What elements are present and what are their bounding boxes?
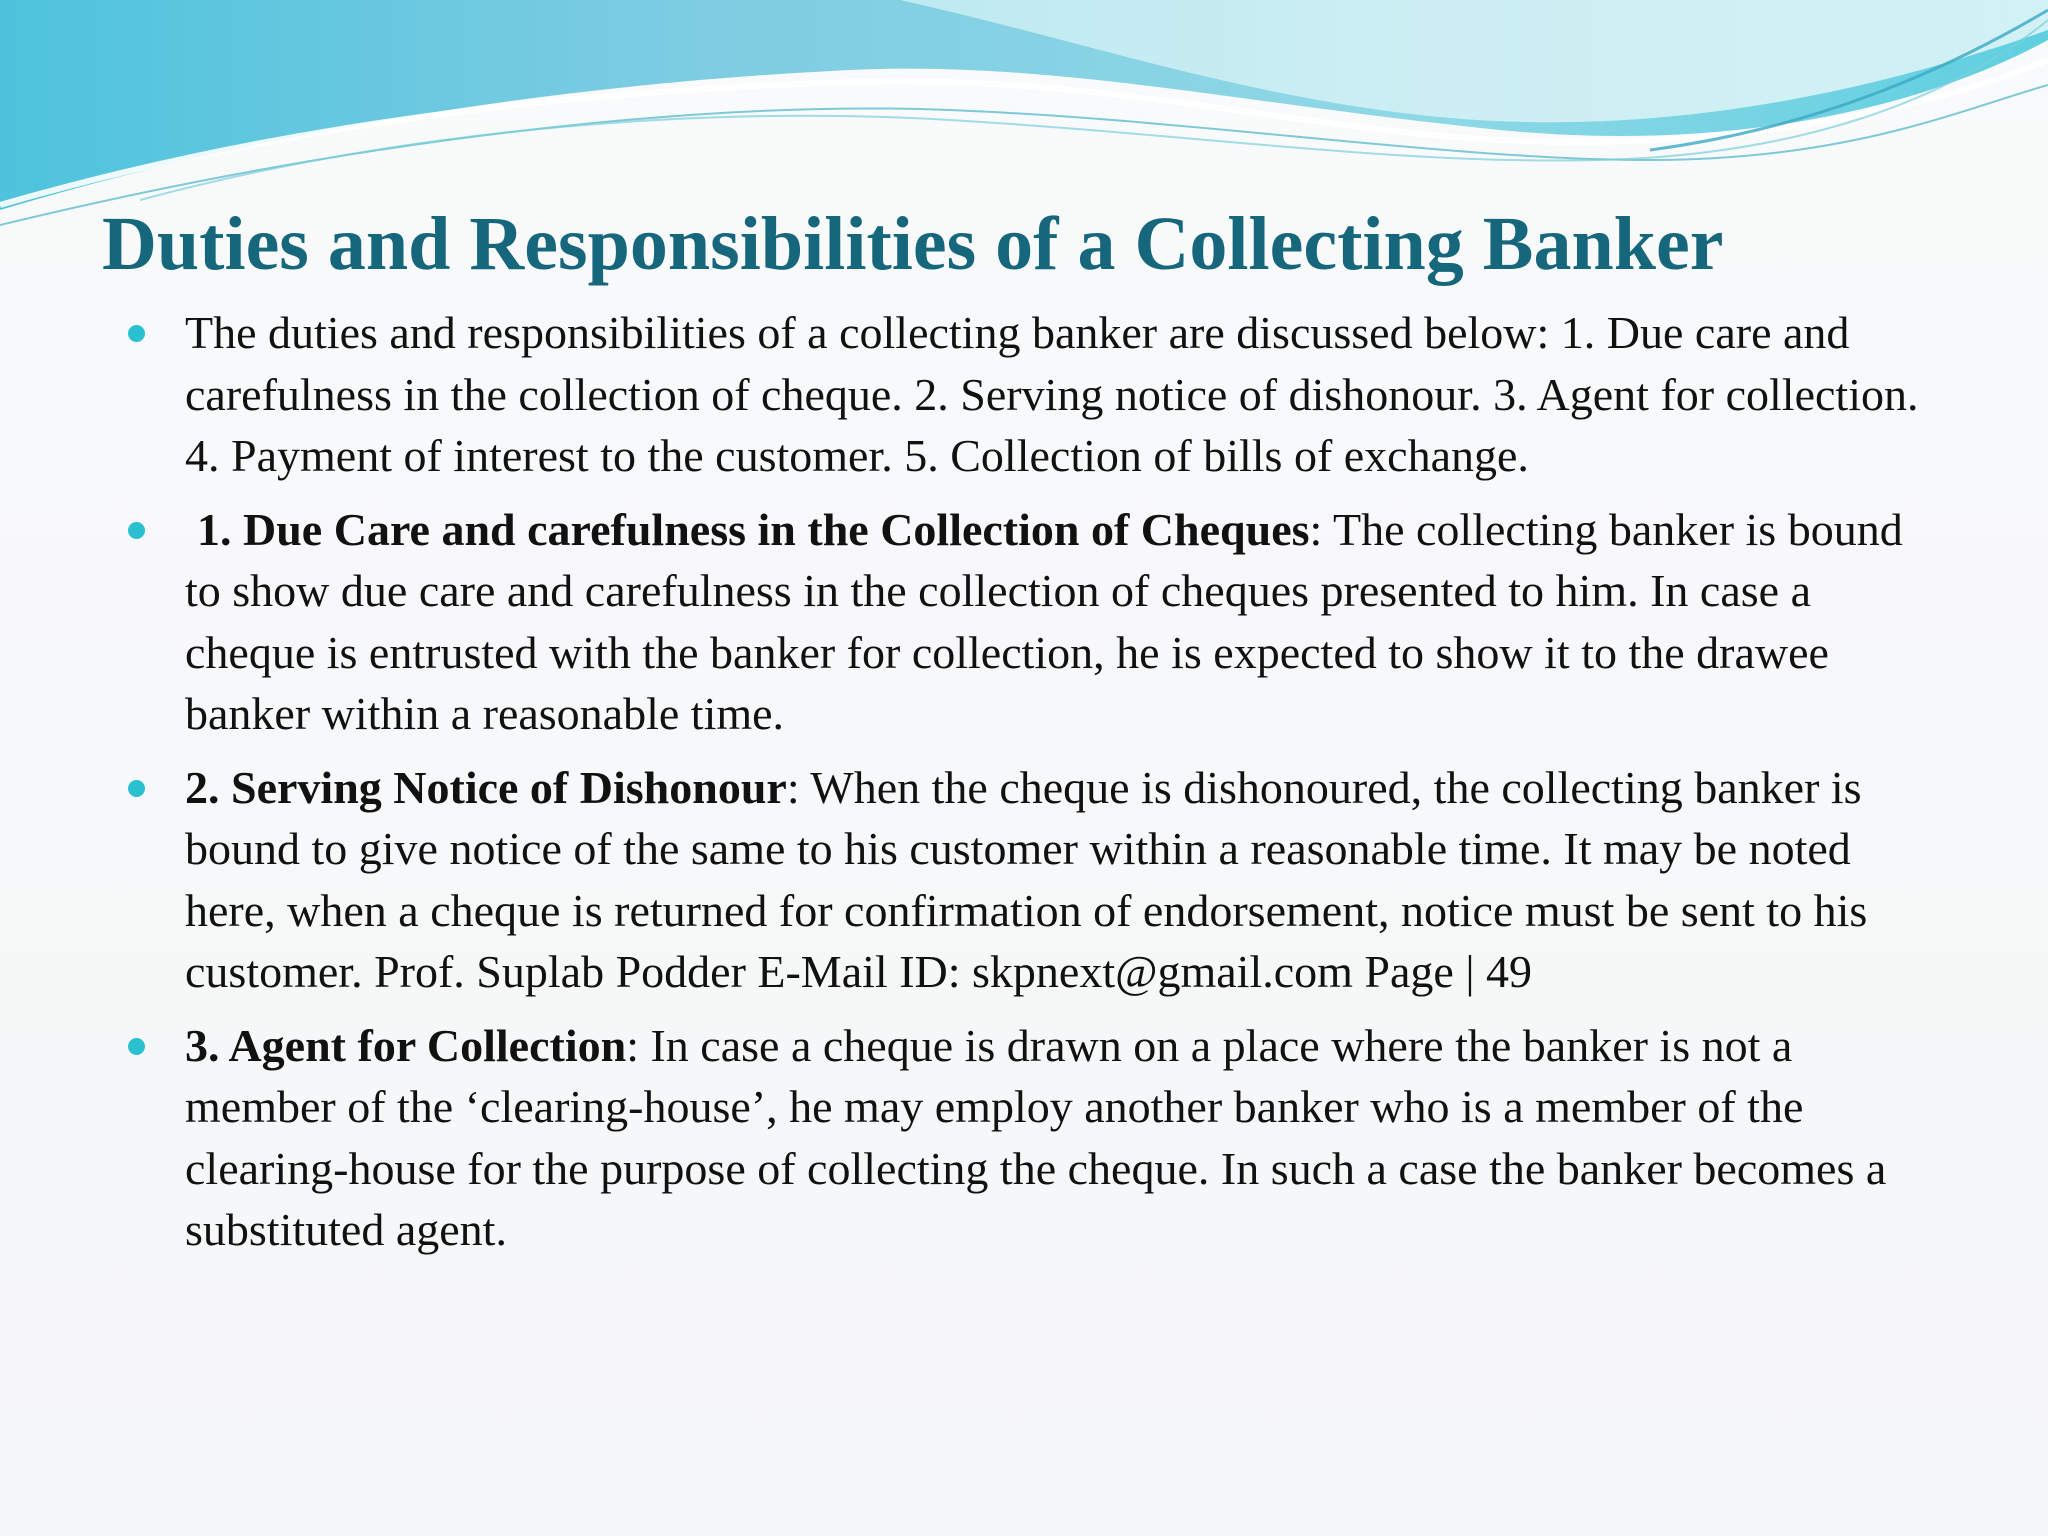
bullet-heading: 1. Due Care and carefulness in the Collection of Cheques (197, 503, 1310, 555)
bullet-list (128, 302, 1928, 1273)
bullet-text (185, 499, 1928, 745)
bullet-heading: 2. Serving Notice of Dishonour (185, 761, 787, 813)
slide-title: Duties and Responsibilities of a Collecting Banker (102, 202, 1724, 286)
bullet-dot-icon (128, 1038, 145, 1055)
bullet-body: The duties and responsibilities of a collecting banker are discussed below: 1. Due care and carefulness in the collection of cheque. 2. Serving notice of dishonour. 3. Agent for collection. 4. Payment of interest to the customer. 5. Collection of bills of exchange. (185, 307, 1919, 481)
bullet-text (185, 1015, 1928, 1261)
bullet-dot-icon (128, 522, 145, 539)
bullet-separator: : (786, 761, 811, 813)
bullet-item-notice-of-dishonour (128, 757, 1928, 1003)
bullet-body: In case a cheque is drawn on a place where the banker is not a member of the ‘clearing-house’, he may employ another banker who is a member of the clearing-house for the purpose of collecting the cheque. In such a case the banker becomes a substituted agent. (185, 1019, 1887, 1255)
bullet-separator: : (1309, 503, 1333, 555)
bullet-body: When the cheque is dishonoured, the collecting banker is bound to give notice of the same to his customer within a reasonable time. It may be noted here, when a cheque is returned for confirmation of endorsement, notice must be sent to his customer. Prof. Suplab Podder E-Mail ID: skpnext@gmail.com Page | 49 (185, 761, 1868, 997)
bullet-text (185, 302, 1928, 487)
bullet-body: The collecting banker is bound to show due care and carefulness in the collection of cheques presented to him. In case a cheque is entrusted with the banker for collection, he is expected to show it to the drawee banker within a reasonable time. (185, 503, 1903, 739)
bullet-dot-icon (128, 780, 145, 797)
bullet-item-due-care (128, 499, 1928, 745)
bullet-dot-icon (128, 325, 145, 342)
bullet-item-agent-for-collection (128, 1015, 1928, 1261)
bullet-separator: : (626, 1019, 651, 1071)
bullet-heading: 3. Agent for Collection (185, 1019, 627, 1071)
bullet-text (185, 757, 1928, 1003)
bullet-item-overview (128, 302, 1928, 487)
